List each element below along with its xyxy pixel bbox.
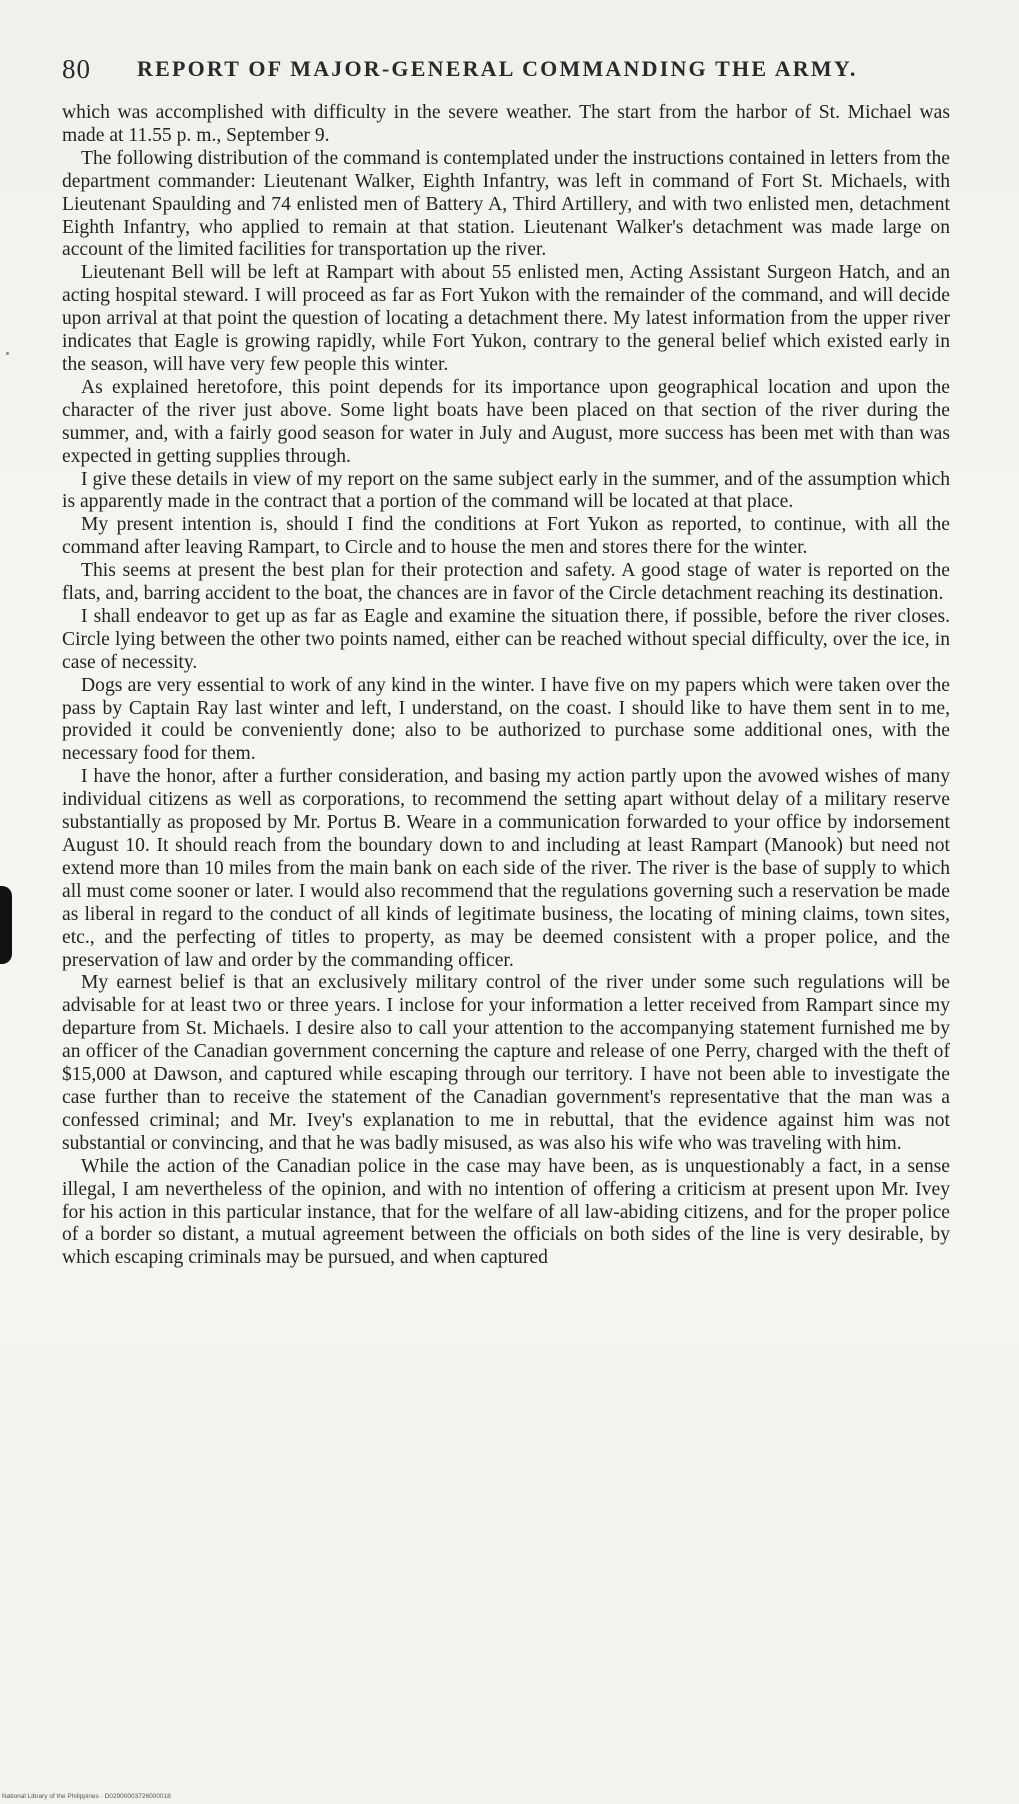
paragraph: As explained heretofore, this point depends for its importance upon geographical location and upon the character of the river just above. Some light boats have been placed on that section of the river during the summer, and, with a fairly good season for water in July and August, more success has been met with than was expected in getting supplies through.	[62, 376, 950, 467]
paragraph: I have the honor, after a further consideration, and basing my action partly upon the avowed wishes of many individual citizens as well as corporations, to recommend the setting apart without delay of a military reserve substantially as proposed by Mr. Portus B. Weare in a communication forwarded to your office by indorsement August 10. It should reach from the boundary down to and including at least Rampart (Manook) but need not extend more than 10 miles from the main bank on each side of the river. The river is the base of supply to which all must come sooner or later. I would also recommend that the regulations governing such a reservation be made as liberal in regard to the conduct of all kinds of legitimate business, the locating of mining claims, town sites, etc., and the perfecting of titles to property, as may be deemed consistent with a proper police, and the preservation of law and order by the commanding officer.	[62, 766, 950, 971]
paragraph: The following distribution of the command is contemplated under the instructions contained in letters from the department commander: Lieutenant Walker, Eighth Infantry, was left in command of Fort St. Michaels, with Lieutenant Spaulding and 74 enlisted men of Battery A, Third Artillery, and with two enlisted men, detachment Eighth Infantry, who applied to remain at that station. Lieutenant Walker's detachment was made large on account of the limited facilities for transportation up the river.	[62, 147, 950, 261]
report-body	[62, 102, 950, 1270]
paragraph: I shall endeavor to get up as far as Eagle and examine the situation there, if possible, before the river closes. Circle lying between the other two points named, either can be reached without special difficulty, over the ice, in case of necessity.	[62, 605, 950, 673]
paragraph: I give these details in view of my report on the same subject early in the summer, and of the assumption which is apparently made in the contract that a portion of the command will be located at that place.	[62, 468, 950, 513]
running-head: REPORT OF MAJOR-GENERAL COMMANDING THE ARMY.	[137, 56, 858, 81]
scan-footer-note: National Library of the Philippines · D02900003726000018	[2, 1793, 171, 1800]
paper-speck	[6, 352, 9, 355]
page-header	[62, 54, 957, 90]
paragraph: My present intention is, should I find the conditions at Fort Yukon as reported, to continue, with all the command after leaving Rampart, to Circle and to house the men and stores there for the winter.	[62, 514, 950, 559]
paragraph: This seems at present the best plan for their protection and safety. A good stage of water is reported on the flats, and, barring accident to the boat, the chances are in favor of the Circle detachment reaching its destination.	[62, 560, 950, 605]
paragraph: Lieutenant Bell will be left at Rampart with about 55 enlisted men, Acting Assistant Surgeon Hatch, and an acting hospital steward. I will proceed as far as Fort Yukon with the remainder of the command, and will decide upon arrival at that point the question of locating a detachment there. My latest information from the upper river indicates that Eagle is growing rapidly, while Fort Yukon, contrary to the general belief which existed early in the season, will have very few people this winter.	[62, 262, 950, 375]
page-number: 80	[62, 54, 91, 84]
paragraph: While the action of the Canadian police in the case may have been, as is unquestionably a fact, in a sense illegal, I am nevertheless of the opinion, and with no intention of offering a criticism at present upon Mr. Ivey for his action in this particular instance, that for the welfare of all law-abiding citizens, and for the proper police of a border so distant, a mutual agreement between the officials on both sides of the line is very desirable, by which escaping criminals may be pursued, and when captured	[62, 1155, 950, 1269]
binding-shadow	[0, 886, 12, 964]
paragraph: My earnest belief is that an exclusively military control of the river under some such regulations will be advisable for at least two or three years. I inclose for your information a letter received from Rampart since my departure from St. Michaels. I desire also to call your attention to the accompanying statement furnished me by an officer of the Canadian government concerning the capture and release of one Perry, charged with the theft of $15,000 at Dawson, and captured while escaping through our territory. I have not been able to investigate the case further than to receive the statement of the Canadian government's representative that the man was a confessed criminal; and Mr. Ivey's explanation to me in rebuttal, that the evidence against him was not substantial or convincing, and that he was badly misused, as was also his wife who was traveling with him.	[62, 972, 950, 1154]
paragraph: which was accomplished with difficulty in the severe weather. The start from the harbor of St. Michael was made at 11.55 p. m., September 9.	[62, 102, 950, 146]
paragraph: Dogs are very essential to work of any kind in the winter. I have five on my papers which were taken over the pass by Captain Ray last winter and left, I understand, on the coast. I should like to have them sent in to me, provided it could be conveniently done; also to be authorized to purchase some additional ones, with the necessary food for them.	[62, 674, 950, 765]
